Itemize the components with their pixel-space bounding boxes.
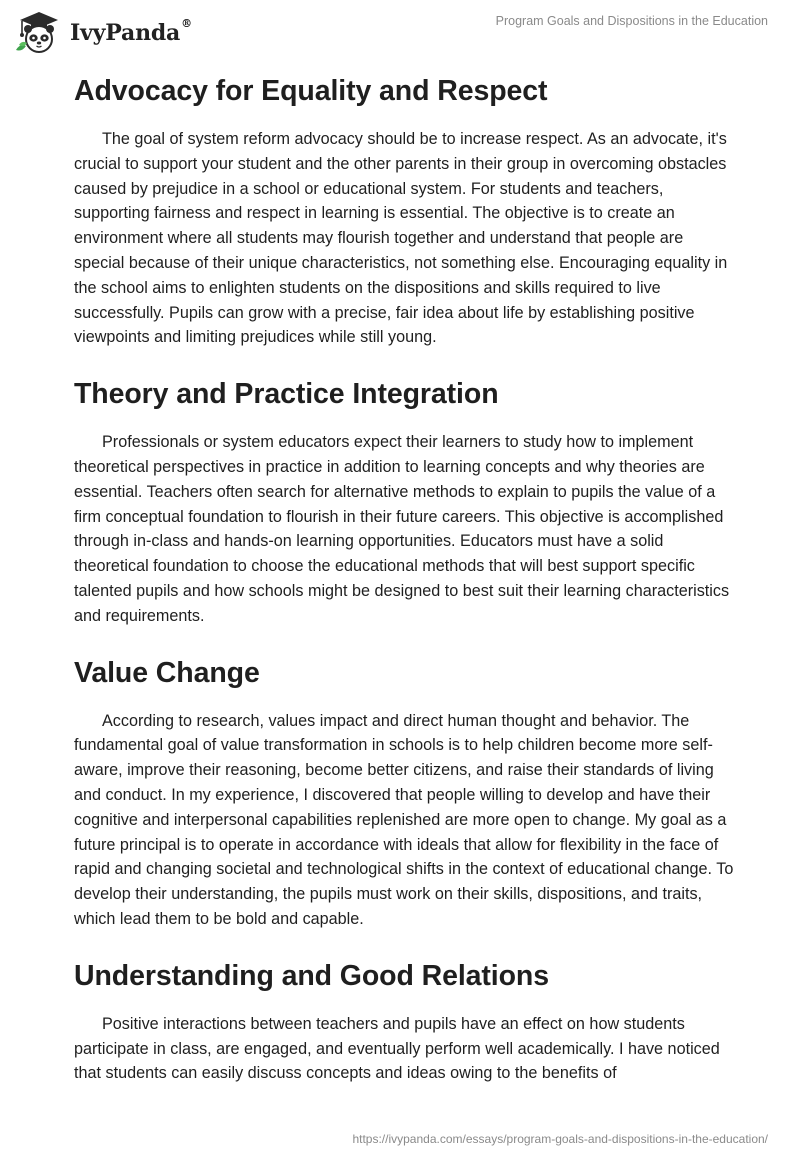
logo-text: IvyPanda® (70, 17, 192, 46)
section-heading: Advocacy for Equality and Respect (74, 75, 548, 107)
ivypanda-logo[interactable] (14, 10, 192, 54)
section-paragraph: According to research, values impact and direct human thought and behavior. The fundamental goal of value transformation in schools is to help children become more self-aware, improve their reasoning, become better citizens, and raise their standards of living and conduct. In my experience, I discovered that people willing to develop and have their cognitive and interpersonal capabilities replenished are more open to change. My goal as a future principal is to operate in accordance with ideals that allow for flexibility in the face of rapid and changing societal and technological shifts in the context of educational change. To develop their understanding, the pupils must work on their skills, dispositions, and traits, which lead them to be bold and capable. (74, 711, 734, 928)
registered-mark: ® (181, 17, 192, 30)
section-paragraph: Positive interactions between teachers and pupils have an effect on how students participate in class, are engaged, and eventually perform well academically. I have noticed that students can easily discuss concepts and ideas owing to the benefits of (74, 1014, 720, 1083)
section-value-change (74, 650, 734, 932)
page-header (0, 0, 800, 64)
section-heading: Understanding and Good Relations (74, 959, 549, 992)
section-paragraph: Professionals or system educators expect their learners to study how to implement theoretical perspectives in practice in addition to learning concepts and why theories are essential. Teachers often search for alternative methods to explain to pupils the value of a firm conceptual foundation to flourish in their future careers. This objective is accomplished through in-class and hands-on learning opportunities. Educators must have a solid theoretical foundation to choose the educational methods that will best support specific talented pupils and how schools might be designed to best suit their learning characteristics and requirements. (74, 433, 730, 625)
document-title: Program Goals and Dispositions in the Education (495, 14, 768, 28)
section-paragraph: The goal of system reform advocacy should be to increase respect. As an advocate, it's crucial to support your student and the other parents in their group in overcoming obstacles caused by prejudice in a school or educational system. For students and teachers, supporting fairness and respect in learning is essential. The objective is to create an environment where all students may flourish together and understand that people are special because of their unique characteristics, not something else. Encouraging equality in the school aims to enlighten students on the dispositions and skills required to live successfully. Pupils can grow with a precise, fair idea about life by establishing positive viewpoints and limiting prejudices while still young. (74, 130, 728, 347)
panda-graduation-cap-icon (14, 10, 64, 54)
section-theory-practice (74, 371, 734, 628)
essay-content (74, 68, 734, 1107)
section-heading: Value Change (74, 656, 260, 689)
source-url[interactable]: https://ivypanda.com/essays/program-goals-and-dispositions-in-the-education/ (352, 1132, 768, 1146)
section-heading: Theory and Practice Integration (74, 378, 499, 411)
section-advocacy (74, 68, 734, 350)
section-understanding-relations (74, 953, 734, 1086)
